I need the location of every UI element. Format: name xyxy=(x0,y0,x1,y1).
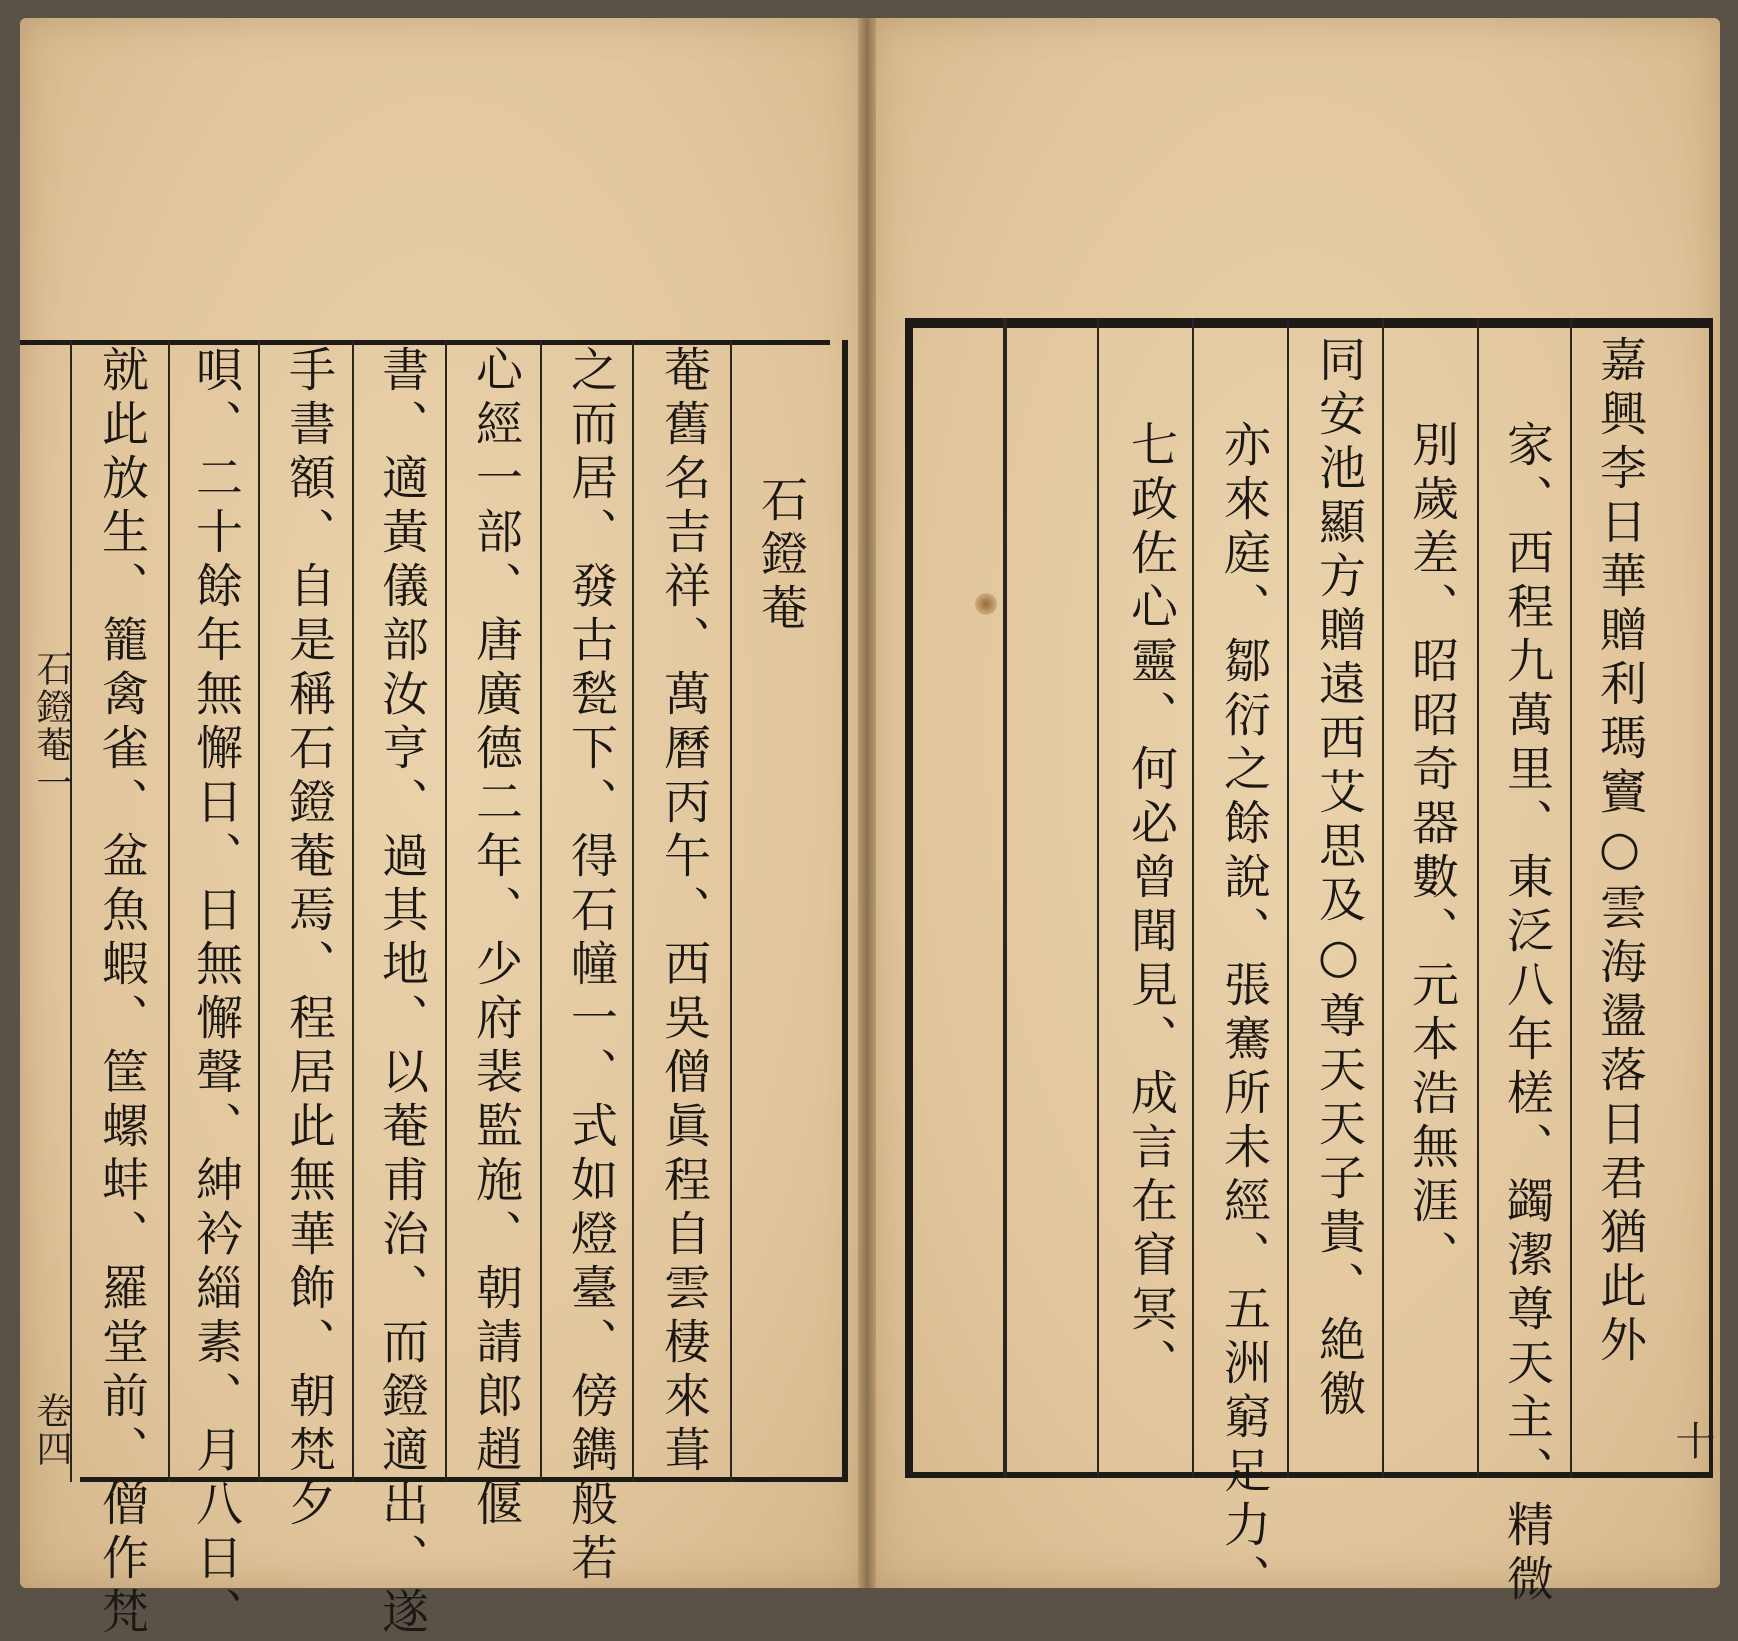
column-rule xyxy=(1003,318,1007,1478)
text-column: 七政佐心靈、何必曾聞見、成言在窅冥、 xyxy=(1123,420,1178,1392)
right-frame-bottom-rule xyxy=(905,1472,1713,1478)
column-rule xyxy=(1477,318,1479,1478)
margin-juan: 卷四 xyxy=(31,1392,72,1468)
paper-stain xyxy=(975,593,997,615)
column-rule xyxy=(632,340,634,1482)
column-rule xyxy=(258,340,260,1482)
column-rule xyxy=(352,340,354,1482)
column-rule xyxy=(1287,318,1289,1478)
text-column: 書、適黃儀部汝亨、過其地、以菴甫治、而鐙適出、遂 xyxy=(374,345,429,1641)
column-rule xyxy=(540,340,542,1482)
text-column: 就此放生、籠禽雀、盆魚蝦、筐螺蚌、羅堂前、僧作梵 xyxy=(94,345,149,1641)
book-gutter xyxy=(858,18,876,1588)
column-rule xyxy=(1192,318,1194,1478)
text-column: 菴舊名吉祥、萬曆丙午、西吳僧眞程自雲棲來葺 xyxy=(656,345,711,1479)
left-frame-right-rule xyxy=(842,340,848,1482)
column-rule xyxy=(730,340,732,1482)
column-rule xyxy=(1382,318,1384,1478)
right-frame-right-rule xyxy=(1709,318,1713,1478)
text-column: 手書額、自是稱石鐙菴焉、程居此無華飾、朝梵夕 xyxy=(281,345,336,1533)
text-column: 之而居、發古甃下、得石幢一、式如燈臺、傍鐫般若 xyxy=(563,345,618,1587)
text-column: 心經一部、唐廣德二年、少府裴監施、朝請郎趙偃 xyxy=(468,345,523,1533)
text-column: 唄、二十餘年無懈日、日無懈聲、紳衿緇素、月八日、 xyxy=(188,345,243,1641)
column-rule xyxy=(445,340,447,1482)
folio-number: 十 xyxy=(1669,1420,1715,1462)
column-rule xyxy=(1097,318,1099,1478)
right-frame-top-rule xyxy=(905,318,1713,328)
column-rule xyxy=(1570,318,1572,1478)
column-rule xyxy=(168,340,170,1482)
right-frame-left-rule xyxy=(905,318,913,1478)
column-rule xyxy=(70,340,72,1482)
text-column: 家、西程九萬里、東泛八年槎、蠲潔尊天主、精微 xyxy=(1499,420,1554,1608)
text-column: 別歲差、昭昭奇器數、元本浩無涯、 xyxy=(1404,420,1459,1284)
margin-title: 石鐙菴一 xyxy=(31,650,72,802)
text-column-heading: 石鐙菴 xyxy=(753,475,808,637)
text-column: 同安池顯方贈遠西艾思及○尊天天子貴、絶徼 xyxy=(1311,335,1366,1423)
text-column: 嘉興李日華贈利瑪竇○雲海盪落日君猶此外 xyxy=(1592,335,1647,1369)
text-column: 亦來庭、鄒衍之餘說、張騫所未經、五洲窮足力、 xyxy=(1216,420,1271,1608)
